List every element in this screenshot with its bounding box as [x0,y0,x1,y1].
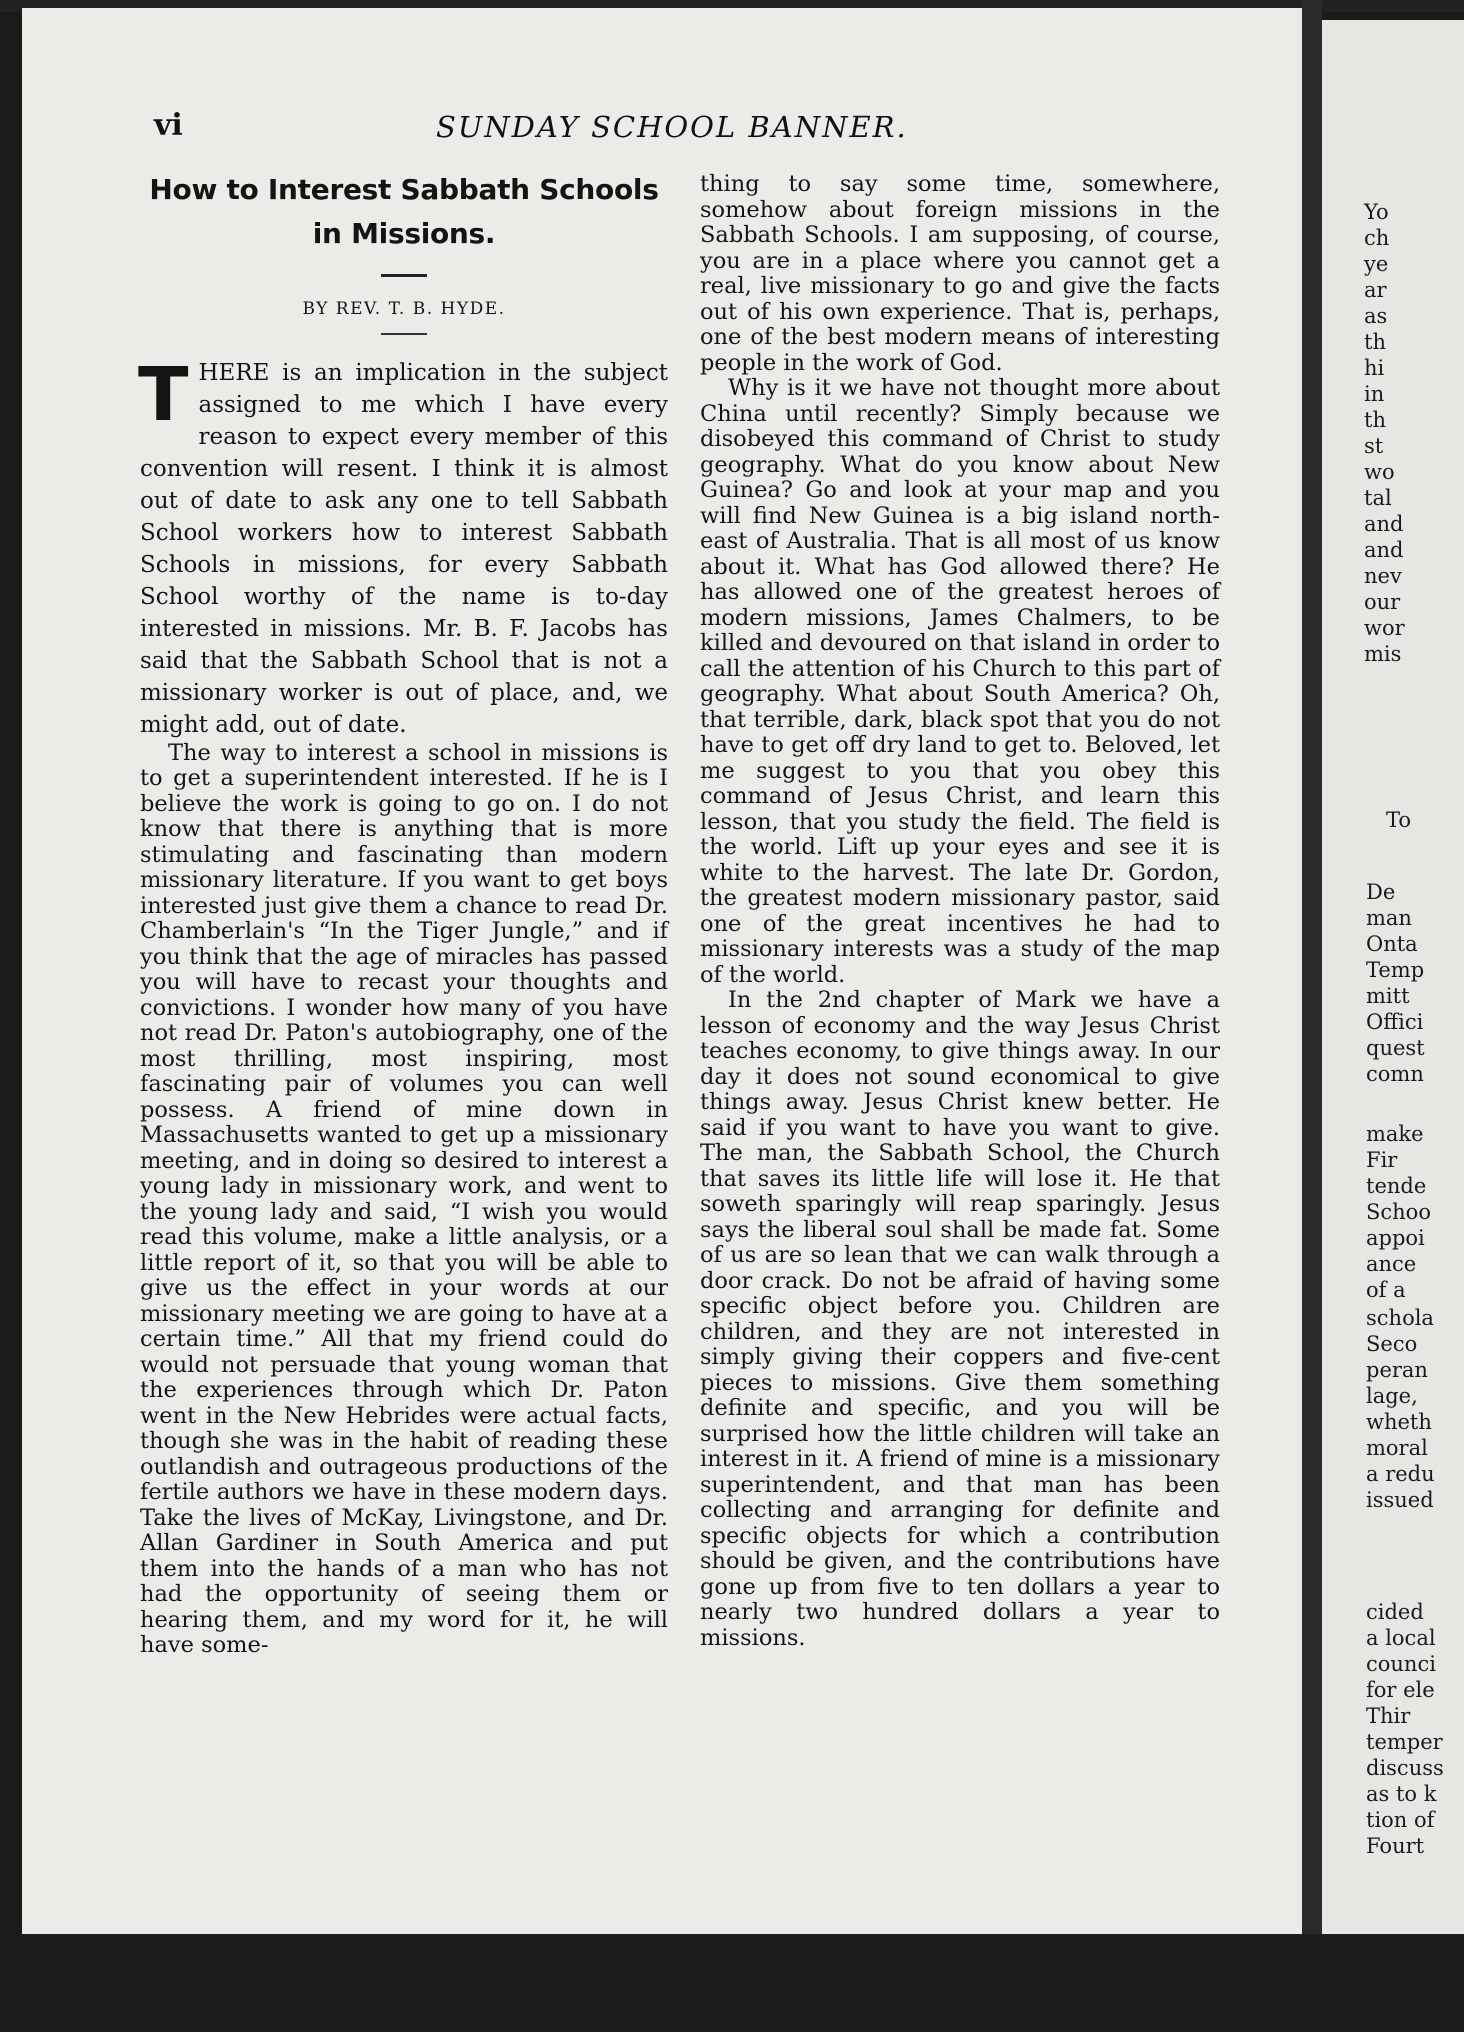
article-title [140,168,668,256]
adjacent-page-fragment: discuss [1366,1756,1444,1780]
adjacent-page-fragment: and [1364,512,1404,536]
column-right [700,172,1220,1651]
adjacent-page-fragment: Temp [1366,958,1425,982]
paragraph-1 [138,351,668,741]
adjacent-page-fragment: wor [1364,616,1405,640]
paragraph-1-text: HERE is an implication in the subject assigned to me which I have every reason to expect every member of this convention will resent. I think it is almost out of date to ask any one to tell Sabbath School workers how to interest Sabbath Schools in missions, for every Sabbath School worthy of the name is to-day interested in missions. Mr. B. F. Jacobs has said that the Sabbath School that is not a missionary worker is out of place, and, we might add, out of date. [140,359,668,738]
paragraph-2: The way to interest a school in missions is to get a superintendent interested. If he is I believe the work is going to go on. I do not know that there is anything that is more stimulating and fascinating than modern missionary literature. If you want to get boys interested just give them a chance to read Dr. Chamberlain's “In the Tiger Jungle,” and if you think that the age of miracles has passed you will have to recast your thoughts and convictions. I wonder how many of you have not read Dr. Paton's autobiography, one of the most thrilling, most inspiring, most fascinating pair of volumes you can well possess. A friend of mine down in Massachusetts wanted to get up a missionary meeting, and in doing so desired to interest a young lady in missionary work, and went to the young lady and said, “I wish you would read this volume, make a little analysis, or a little report of it, so that you will be able to give us the effect in your words at our missionary meeting we are going to have at a certain time.” All that my friend could do would not persuade that young woman that the experiences through which Dr. Paton went in the New Hebrides were actual facts, though she was in the habit of reading these outlandish and outrageous productions of the fertile authors we have in these modern days. Take the lives of McKay, Livingstone, and Dr. Allan Gardiner in South America and put them into the hands of a man who has not had the opportunity of seeing them or hearing them, and my word for it, he will have some- [140,739,668,1658]
adjacent-page-fragment: th [1364,408,1386,432]
adjacent-page-fragment: for ele [1366,1678,1435,1702]
article-title-line2: in Missions. [312,217,496,250]
adjacent-page-fragment: temper [1366,1730,1443,1754]
adjacent-page-fragment: ye [1364,252,1389,276]
adjacent-page-fragment: counci [1366,1652,1436,1676]
adjacent-page-fragment: lage, [1366,1384,1418,1408]
adjacent-page-fragment: tal [1364,486,1392,510]
adjacent-page-fragment: ch [1364,226,1390,250]
adjacent-page-fragment: in [1364,382,1385,406]
page-folio: vi [154,108,183,143]
adjacent-page-fragment: quest [1366,1036,1425,1060]
adjacent-page-fragment: Fir [1366,1148,1398,1172]
adjacent-page-fragment: our [1364,590,1401,614]
drop-cap: T [138,351,189,438]
adjacent-page-fragment: To [1386,808,1412,832]
adjacent-page-fragment: Offici [1366,1010,1424,1034]
adjacent-page-fragment: schola [1366,1306,1434,1330]
adjacent-page-fragment: a redu [1366,1462,1435,1486]
scan-border-bottom [0,1934,1464,2032]
adjacent-page-fragment: De [1366,880,1396,904]
adjacent-page-fragment: peran [1366,1358,1428,1382]
adjacent-page-fragment: hi [1364,356,1385,380]
adjacent-page-fragment: moral [1366,1436,1428,1460]
byline-rule [381,333,427,335]
adjacent-page-fragment: Yo [1364,200,1389,224]
adjacent-page-fragment: a local [1366,1626,1436,1650]
book-gutter [1302,0,1322,2032]
paragraph-3: Why is it we have not thought more about China until recently? Simply because we disobeyed this command of Christ to study geography. What do you know about New Guinea? Go and look at your map and you will find New Guinea is a big island north-east of Australia. That is all most of us know about it. What has God allowed there? He has allowed one of the greatest heroes of modern missions, James Chalmers, to be killed and devoured on that island in order to call the attention of his Church to this part of geography. What about South America? Oh, that terrible, dark, black spot that you do not have to get off dry land to get to. Beloved, let me suggest to you that you obey this command of Jesus Christ, and learn this lesson, that you study the field. The field is the world. Lift up your eyes and see it is white to the harvest. The late Dr. Gordon, the greatest modern missionary pastor, said one of the great incentives he had to missionary interests was a study of the map of the world. [700,375,1220,988]
adjacent-page-fragment: cided [1366,1600,1424,1624]
adjacent-page-fragment: man [1366,906,1412,930]
adjacent-page-fragment: Fourt [1366,1834,1425,1858]
title-rule [381,274,427,277]
adjacent-page-fragment: Onta [1366,932,1418,956]
article-byline: BY REV. T. B. HYDE. [302,299,506,319]
article-title-line1: How to Interest Sabbath Schools [149,173,659,206]
adjacent-page-fragment: wo [1364,460,1395,484]
adjacent-page-fragment: issued [1366,1488,1434,1512]
adjacent-page-fragment: mitt [1366,984,1410,1008]
adjacent-page-fragment: Seco [1366,1332,1418,1356]
adjacent-page-fragment: tion of [1366,1808,1435,1832]
adjacent-page-fragment: make [1366,1122,1424,1146]
adjacent-page-fragment: as to k [1366,1782,1437,1806]
paragraph-4: In the 2nd chapter of Mark we have a lesson of economy and the way Jesus Christ teaches economy, to give things away. In our day it does not sound economical to give things away. Jesus Christ knew better. He said if you want to have you want to give. The man, the Sabbath School, the Church that saves its little life will lose it. He that soweth sparingly will reap sparingly. Jesus says the liberal soul shall be made fat. Some of us are so lean that we can walk through a door crack. Do not be afraid of having some specific object before you. Children are children, and they are not interested in simply giving their coppers and five-cent pieces to missions. Give them something definite and specific, and you will be surprised how the little children will take an interest in it. A friend of mine is a missionary superintendent, and that man has been collecting and arranging for definite and specific objects for which a contribution should be given, and the contributions have gone up from five to ten dollars a year to nearly two hundred dollars a year to missions. [700,987,1220,1651]
adjacent-page-fragment: ar [1364,278,1387,302]
adjacent-page [1322,20,1464,2000]
adjacent-page-fragment: Schoo [1366,1200,1431,1224]
adjacent-page-fragment: appoi [1366,1226,1425,1250]
paragraph-2-continued: thing to say some time, somewhere, somehow about foreign missions in the Sabbath Schools. I am supposing, of course, you are in a place where you cannot get a real, live missionary to go and give the facts out of his own experience. That is, perhaps, one of the best modern means of interesting people in the work of God. [700,171,1220,376]
adjacent-page-fragment: and [1364,538,1404,562]
column-left [140,168,668,1659]
adjacent-page-fragment: comn [1366,1062,1424,1086]
adjacent-page-fragment: of a [1366,1278,1406,1302]
adjacent-page-fragment: nev [1364,564,1402,588]
adjacent-page-fragment: st [1364,434,1384,458]
adjacent-page-fragment: as [1364,304,1388,328]
adjacent-page-fragment: th [1364,330,1386,354]
adjacent-page-fragment: ance [1366,1252,1417,1276]
adjacent-page-fragment: Thir [1366,1704,1411,1728]
adjacent-page-fragment: wheth [1366,1410,1432,1434]
running-head: SUNDAY SCHOOL BANNER. [436,110,908,144]
adjacent-page-fragment: mis [1364,642,1402,666]
adjacent-page-fragment: tende [1366,1174,1427,1198]
